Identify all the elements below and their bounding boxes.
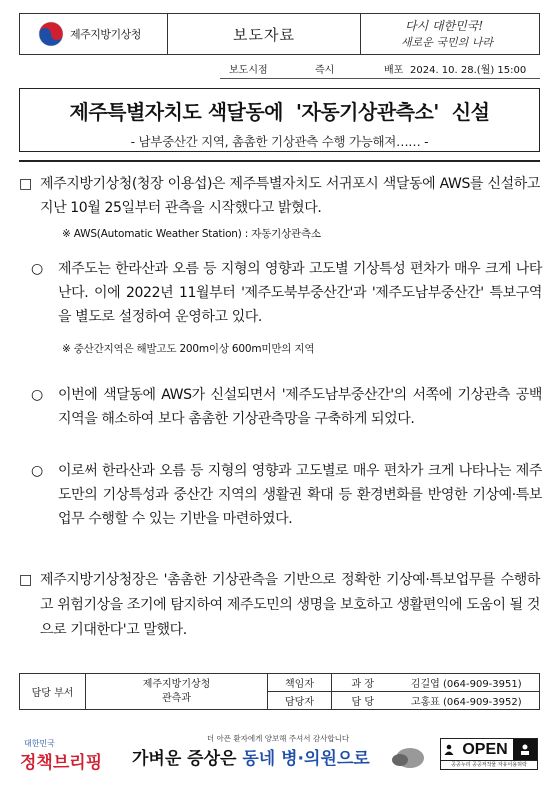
campaign-banner [128,730,428,780]
circle-bullet: ○ [31,261,44,277]
slogan-logo [361,14,541,54]
campaign-main-text [132,748,370,769]
kogl-person-icon [441,739,457,760]
campaign-main-b: 동네 병·의원으로 [242,749,370,769]
page-title: 제주특별자치도 색달동에 '자동기상관측소' 신설 [69,100,490,124]
contact-table [19,673,540,710]
doctor-hands-icon [392,748,424,768]
policy-briefing-logo [18,734,128,784]
slogan-line-1: 다시 대한민국! [405,19,484,33]
circle-bullet: ○ [31,387,44,403]
contact-person-1: 김길엽 (064-909-3951) [394,674,540,692]
bullet-paragraph-1: 제주도는 한라산과 오름 등 지형의 영향과 고도별 기상특성 편차가 매우 크게 나타난다. 이에 2022년 11월부터 '제주도북부중산간'과 '제주도남부중산간' 특보구역을 별도로 설정하여 운영하고 있다. [58,261,542,325]
contact-dept [86,674,268,710]
release-time-value: 즉시 [315,65,335,76]
square-bullet: □ [19,176,33,192]
release-date-value: 2024. 10. 28.(월) 15:00 [410,65,527,76]
contact-role-1: 책임자 [268,674,332,692]
contact-dept-line-2: 관측과 [162,692,191,704]
release-divider [220,78,540,79]
kogl-open-label: OPEN [462,741,508,758]
press-header [19,13,540,55]
bullet-paragraph-2: 이번에 색달동에 AWS가 신설되면서 '제주도남부중산간'의 서쪽에 기상관측 공백지역을 해소하여 보다 촘촘한 기상관측망을 구축하게 되었다. [58,387,542,427]
footer-banner [0,726,557,786]
bullet-paragraph-3: 이로써 한라산과 오름 등 지형의 영향과 고도별로 매우 편차가 크게 나타나는 제주도만의 기상특성과 중산간 지역의 생활권 확대 등 환경변화를 반영한 기상예·특보업무 수행할 수 있는 기반을 마련하였다. [58,463,542,527]
paragraph-2: 제주지방기상청장은 '촘촘한 기상관측을 기반으로 정확한 기상예·특보업무를 수행하고 위험기상을 조기에 탐지하여 제주도민의 생명을 보호하고 생활편익에 도움이 될 것으로 기대한다'고 말했다. [40,572,540,638]
square-bullet: □ [19,572,33,588]
logo-small-text: 대한민국 [24,739,55,748]
release-time-label: 보도시점 [229,65,268,76]
page-subtitle: - 남부중산간 지역, 촘촘한 기상관측 수행 가능해져…… - [130,134,429,149]
kogl-badge [440,738,538,770]
logo-main-text: 정책브리핑 [20,753,103,773]
note-aws: ※ AWS(Automatic Weather Station) : 자동기상관측소 [62,228,321,240]
header-doc-type: 보도자료 [168,14,361,54]
release-date-label: 배포 [384,65,404,76]
contact-role-2: 담당자 [268,692,332,710]
contact-dept-line-1: 제주지방기상청 [142,678,211,690]
contact-title-2: 담 당 [332,692,394,710]
header-slogan [361,14,539,54]
header-org [20,14,168,54]
paragraph-1: 제주지방기상청(청장 이용섭)은 제주특별자치도 서귀포시 색달동에 AWS를 신설하고 지난 10월 25일부터 관측을 시작했다고 밝혔다. [40,176,540,216]
slogan-line-2: 새로운 국민의 나라 [401,36,494,49]
contact-dept-label: 담당 부서 [20,674,86,710]
note-midmountain: ※ 중산간지역은 해발고도 200m이상 600m미만의 지역 [62,343,315,355]
campaign-small-text: 더 아픈 환자에게 양보해 주셔서 감사합니다 [206,734,350,743]
kogl-subtext: 공공누리 공공저작물 자유이용허락 [451,762,527,768]
circle-bullet: ○ [31,463,44,479]
body-divider [19,160,540,162]
taegeuk-logo-icon [38,21,64,47]
contact-person-2: 고홍표 (064-909-3952) [394,692,540,710]
title-box [19,88,540,152]
campaign-main-a: 가벼운 증상은 [132,749,243,769]
header-org-name: 제주지방기상청 [70,28,141,41]
release-info [0,61,557,77]
contact-title-1: 과 장 [332,674,394,692]
kogl-type-icon [513,739,537,760]
